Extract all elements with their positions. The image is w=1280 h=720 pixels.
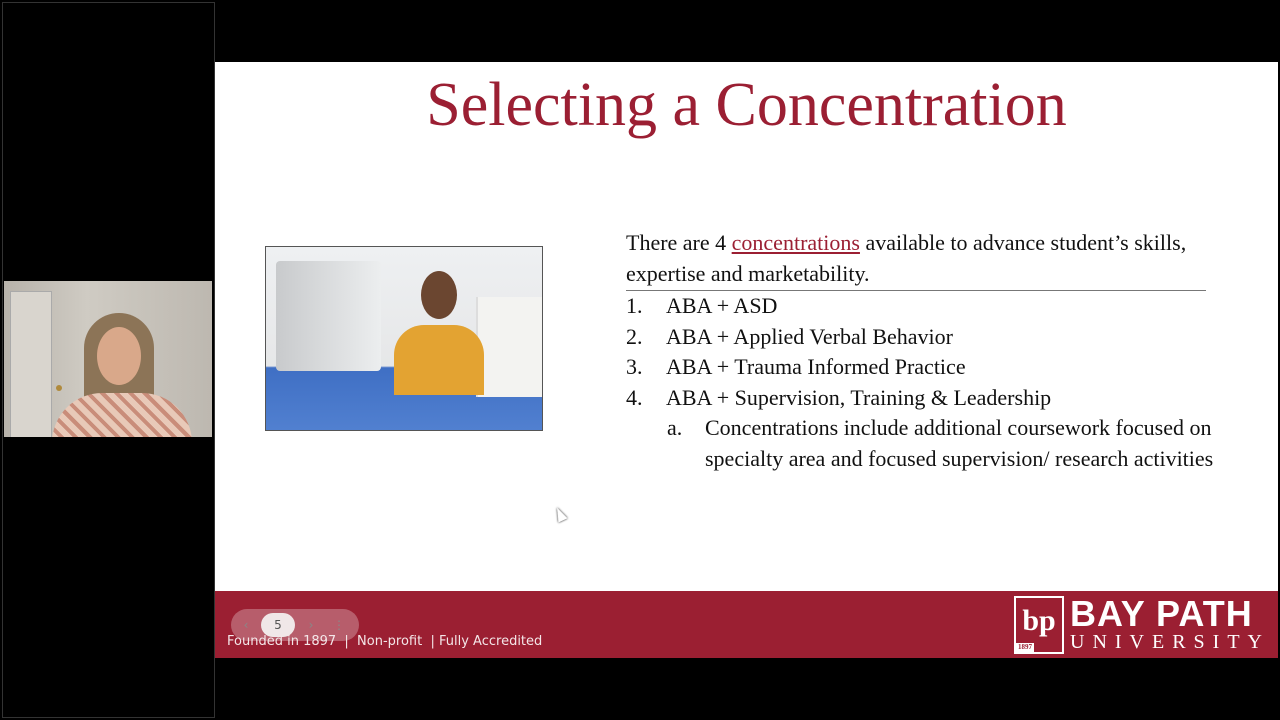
prev-slide-button[interactable]: ‹ bbox=[243, 618, 249, 632]
list-item: 1. ABA + ASD bbox=[626, 293, 778, 318]
list-item: 4. ABA + Supervision, Training & Leadership bbox=[626, 384, 1052, 410]
more-options-icon[interactable]: ⋮ bbox=[333, 618, 345, 632]
presenter-webcam bbox=[4, 281, 212, 437]
slide-photo bbox=[265, 246, 543, 431]
presentation-slide bbox=[215, 62, 1278, 658]
page-number: 5 bbox=[261, 613, 295, 637]
footer-tagline: Founded in 1897 | Non-profit | Fully Accredited bbox=[227, 634, 543, 649]
intro-text: There are 4 concentrations available to advance student’s skills, expertise and marketability. bbox=[626, 230, 1187, 286]
slide-footer bbox=[215, 591, 1278, 658]
slide-body bbox=[626, 228, 1226, 474]
next-slide-button[interactable]: › bbox=[308, 618, 314, 632]
concentrations-link[interactable]: concentrations bbox=[731, 230, 860, 255]
list-item: 3. ABA + Trauma Informed Practice bbox=[626, 354, 966, 379]
bay-path-logo bbox=[1014, 593, 1270, 654]
sub-list-item: a. Concentrations include additional coursework focused on specialty area and focused supervision/ research activities bbox=[667, 415, 1214, 471]
logo-mark-icon: bp 1897 bbox=[1014, 596, 1064, 654]
slide-title: Selecting a Concentration bbox=[426, 71, 1067, 139]
logo-university: UNIVERSITY bbox=[1070, 631, 1270, 653]
logo-name: BAY PATH bbox=[1070, 593, 1253, 634]
list-item: 2. ABA + Applied Verbal Behavior bbox=[626, 323, 953, 349]
